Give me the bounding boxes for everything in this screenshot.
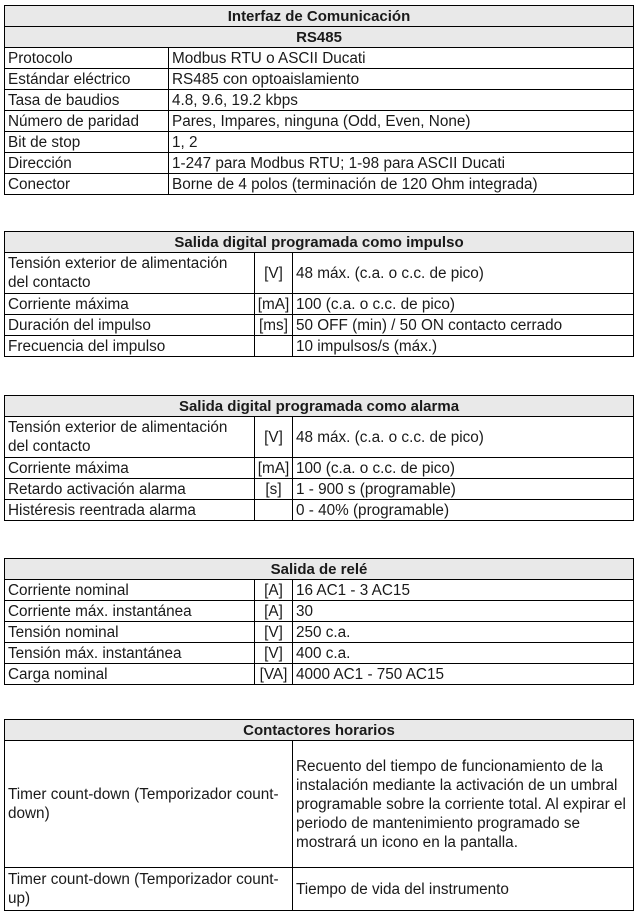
table-row <box>5 664 634 685</box>
row-label: Protocolo <box>5 48 169 69</box>
row-label: Corriente máxima <box>5 294 255 315</box>
row-unit <box>255 500 293 521</box>
row-label: Corriente máx. instantánea <box>5 601 255 622</box>
row-unit: [s] <box>255 479 293 500</box>
row-value: Tiempo de vida del instrumento <box>293 868 634 911</box>
table-row <box>5 643 634 664</box>
row-unit: [A] <box>255 601 293 622</box>
row-value: 4000 AC1 - 750 AC15 <box>293 664 634 685</box>
row-value: 1-247 para Modbus RTU; 1-98 para ASCII Ducati <box>169 153 634 174</box>
row-label: Histéresis reentrada alarma <box>5 500 255 521</box>
table-row <box>5 868 634 911</box>
row-unit: [mA] <box>255 458 293 479</box>
table-title: Contactores horarios <box>5 720 634 741</box>
row-unit: [V] <box>255 622 293 643</box>
row-label: Número de paridad <box>5 111 169 132</box>
row-label: Corriente máxima <box>5 458 255 479</box>
row-value: RS485 con optoaislamiento <box>169 69 634 90</box>
row-value: Recuento del tiempo de funcionamiento de la instalación mediante la activación de un umbral programable sobre la corriente total. Al expirar el periodo de mantenimiento programado se mostrará un icono en la pantalla. <box>293 741 634 868</box>
row-value: 1, 2 <box>169 132 634 153</box>
table-subtitle: RS485 <box>5 27 634 48</box>
row-value: 0 - 40% (programable) <box>293 500 634 521</box>
table-row <box>5 153 634 174</box>
table-row <box>5 132 634 153</box>
table-row <box>5 315 634 336</box>
row-label: Tensión exterior de alimentación del contacto <box>5 253 255 294</box>
row-label: Carga nominal <box>5 664 255 685</box>
row-value: 400 c.a. <box>293 643 634 664</box>
row-label: Duración del impulso <box>5 315 255 336</box>
row-unit: [V] <box>255 417 293 458</box>
table-row <box>5 294 634 315</box>
table-row <box>5 90 634 111</box>
row-unit: [mA] <box>255 294 293 315</box>
table-row <box>5 479 634 500</box>
row-value: 250 c.a. <box>293 622 634 643</box>
row-label: Tensión máx. instantánea <box>5 643 255 664</box>
row-value: 48 máx. (c.a. o c.c. de pico) <box>293 417 634 458</box>
row-label: Timer count-down (Temporizador count-up) <box>5 868 293 911</box>
row-value: 50 OFF (min) / 50 ON contacto cerrado <box>293 315 634 336</box>
row-value: Pares, Impares, ninguna (Odd, Even, None) <box>169 111 634 132</box>
row-value: 4.8, 9.6, 19.2 kbps <box>169 90 634 111</box>
table-row <box>5 417 634 458</box>
row-value: 48 máx. (c.a. o c.c. de pico) <box>293 253 634 294</box>
row-label: Timer count-down (Temporizador count-down) <box>5 741 293 868</box>
row-unit: [V] <box>255 643 293 664</box>
row-value: 30 <box>293 601 634 622</box>
relay-output-table <box>4 558 634 685</box>
row-label: Tensión exterior de alimentación del contacto <box>5 417 255 458</box>
alarm-output-table <box>4 395 634 521</box>
table-row <box>5 741 634 868</box>
row-value: 100 (c.a. o c.c. de pico) <box>293 458 634 479</box>
row-label: Estándar eléctrico <box>5 69 169 90</box>
table-row <box>5 253 634 294</box>
row-value: 1 - 900 s (programable) <box>293 479 634 500</box>
table-row <box>5 69 634 90</box>
row-label: Retardo activación alarma <box>5 479 255 500</box>
table-title: Salida de relé <box>5 559 634 580</box>
table-row <box>5 48 634 69</box>
pulse-output-table <box>4 231 634 357</box>
row-unit: [V] <box>255 253 293 294</box>
table-row <box>5 111 634 132</box>
table-title: Interfaz de Comunicación <box>5 6 634 27</box>
table-row <box>5 580 634 601</box>
row-value: 100 (c.a. o c.c. de pico) <box>293 294 634 315</box>
table-row <box>5 336 634 357</box>
table-title: Salida digital programada como impulso <box>5 232 634 253</box>
row-label: Dirección <box>5 153 169 174</box>
row-label: Tensión nominal <box>5 622 255 643</box>
row-label: Tasa de baudios <box>5 90 169 111</box>
table-title: Salida digital programada como alarma <box>5 396 634 417</box>
row-label: Frecuencia del impulso <box>5 336 255 357</box>
row-unit <box>255 336 293 357</box>
table-row <box>5 174 634 195</box>
row-unit: [VA] <box>255 664 293 685</box>
table-row <box>5 500 634 521</box>
row-label: Corriente nominal <box>5 580 255 601</box>
row-value: 16 AC1 - 3 AC15 <box>293 580 634 601</box>
row-unit: [ms] <box>255 315 293 336</box>
hour-counters-table <box>4 719 634 911</box>
row-label: Bit de stop <box>5 132 169 153</box>
row-label: Conector <box>5 174 169 195</box>
table-row <box>5 458 634 479</box>
table-row <box>5 622 634 643</box>
communication-interface-table <box>4 5 634 195</box>
row-value: 10 impulsos/s (máx.) <box>293 336 634 357</box>
table-row <box>5 601 634 622</box>
row-unit: [A] <box>255 580 293 601</box>
row-value: Borne de 4 polos (terminación de 120 Ohm integrada) <box>169 174 634 195</box>
row-value: Modbus RTU o ASCII Ducati <box>169 48 634 69</box>
